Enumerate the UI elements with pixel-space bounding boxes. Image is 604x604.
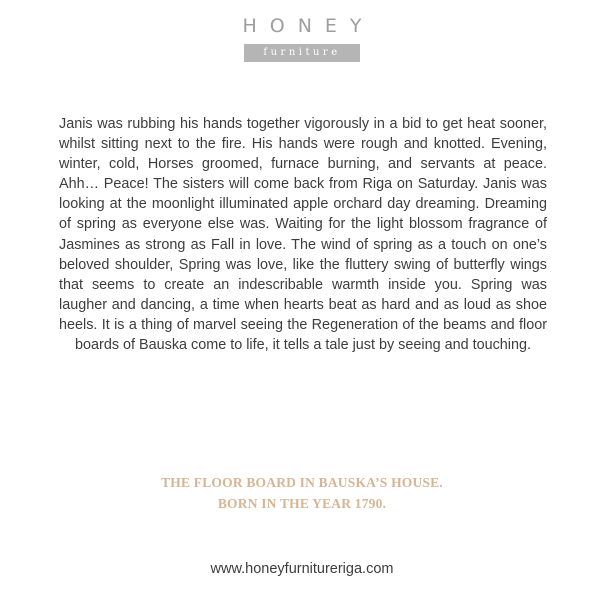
story-paragraph: Janis was rubbing his hands together vigorously in a bid to get heat sooner, whilst sitting next to the fire. His hands were rough and knotted. Evening, winter, cold, Horses groomed, furnace burning, and servants at peace. Ahh… Peace! The sisters will come back from Riga on Saturday. Janis was looking at the moonlight illuminated apple orchard day dreaming. Dreaming of spring as everyone else was. Waiting for the light blossom fragrance of Jasmines as strong as Fall in love. The wind of spring as a touch on one’s beloved shoulder, Spring was love, like the fluttery swing of butterfly wings that seems to create an indescribable warmth inside you. Spring was laugher and dancing, a time when hearts beat as hard and as loud as shoe heels. It is a thing of marvel seeing the Regeneration of the beams and floor boards of Bauska come to life, it tells a tale just by seeing and touching.: [59, 116, 547, 354]
website-url: www.honeyfurnitureriga.com: [210, 561, 394, 577]
logo-wordmark: HONEY: [242, 15, 375, 37]
brand-logo: [0, 14, 604, 62]
caption-line-1: THE FLOOR BOARD IN BAUSKA’S HOUSE.: [161, 475, 443, 490]
logo-subtitle-badge: furniture: [244, 44, 360, 62]
caption: [0, 472, 604, 514]
caption-line-2: BORN IN THE YEAR 1790.: [217, 496, 387, 511]
